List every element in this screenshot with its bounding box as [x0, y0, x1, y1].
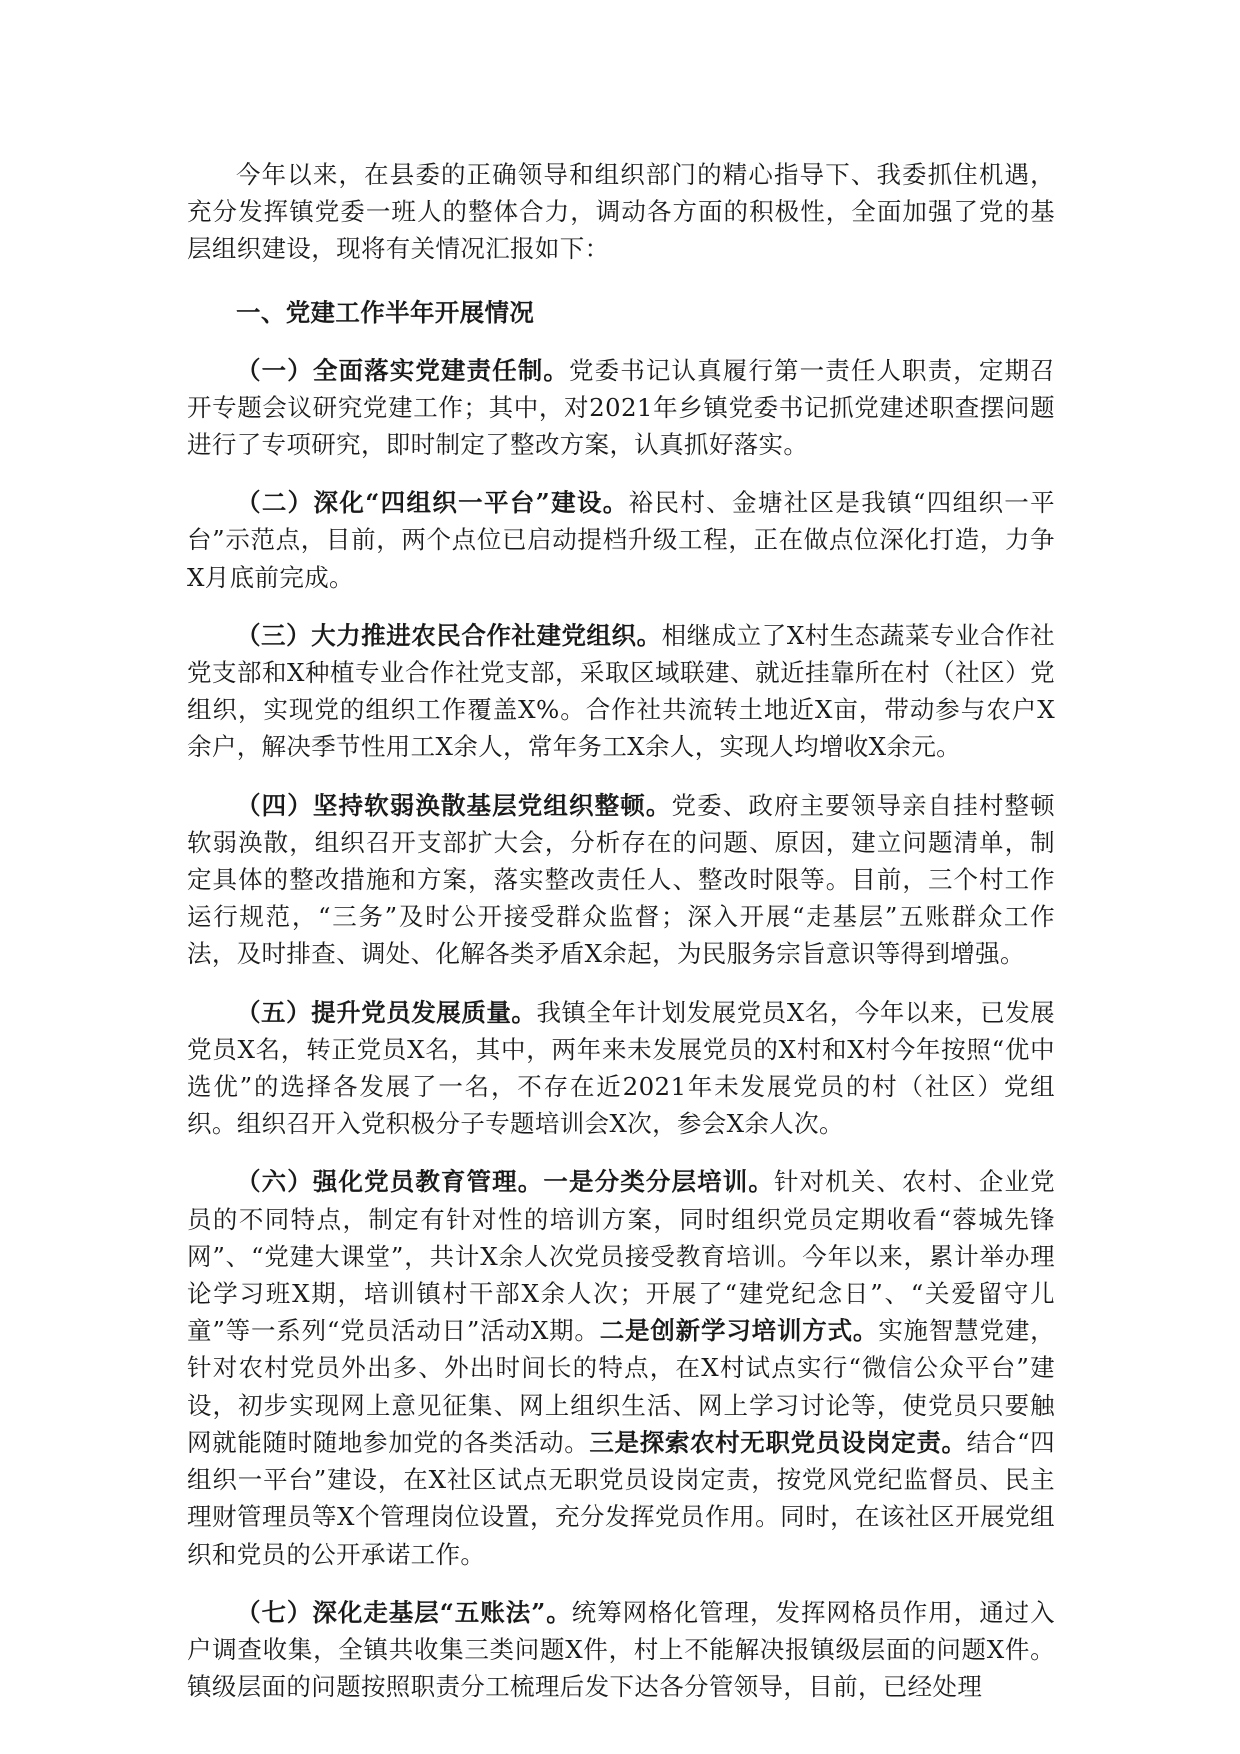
item-6-sub3-text: 结合“四组织一平台”建设，在X社区试点无职党员设岗定责，按党风党纪监督员、民主理财管理员等X个管理岗位设置，充分发挥党员作用。同时，在该社区开展党组织和党员的公开承诺工作。	[187, 1427, 1055, 1569]
item-6-paragraph	[187, 1163, 1055, 1572]
item-3-paragraph	[187, 617, 1055, 766]
item-3-title: （三）大力推进农民合作社建党组织。	[236, 620, 662, 650]
item-7-paragraph	[187, 1594, 1055, 1706]
item-5-text: 我镇全年计划发展党员X名，今年以来，已发展党员X名，转正党员X名，其中，两年来未发展党员的X村和X村今年按照“优中选优”的选择各发展了一名，不存在近2021年未发展党员的村（社区）党组织。组织召开入党积极分子专题培训会X次，参会X余人次。	[187, 997, 1055, 1139]
item-1-paragraph	[187, 352, 1055, 464]
section-heading: 一、党建工作半年开展情况	[236, 297, 535, 327]
item-4-title: （四）坚持软弱涣散基层党组织整顿。	[236, 790, 672, 820]
document-page	[187, 156, 1055, 1726]
item-7-title: （七）深化走基层“五账法”。	[236, 1597, 572, 1627]
intro-paragraph: 今年以来，在县委的正确领导和组织部门的精心指导下、我委抓住机遇，充分发挥镇党委一班人的整体合力，调动各方面的积极性，全面加强了党的基层组织建设，现将有关情况汇报如下：	[187, 160, 1055, 264]
item-2-text: 裕民村、金塘社区是我镇“四组织一平台”示范点，目前，两个点位已启动提档升级工程，正在做点位深化打造，力争X月底前完成。	[187, 488, 1055, 592]
item-6-sub1-title: 一是分类分层培训。	[543, 1167, 774, 1197]
item-1-title: （一）全面落实党建责任制。	[236, 355, 570, 385]
item-5-title: （五）提升党员发展质量。	[236, 997, 537, 1027]
item-7-text: 统筹网格化管理，发挥网格员作用，通过入户调查收集，全镇共收集三类问题X件，村上不能解决报镇级层面的问题X件。镇级层面的问题按照职责分工梳理后发下达各分管领导，目前，已经处理	[187, 1597, 1055, 1702]
item-5-paragraph	[187, 994, 1055, 1143]
item-6-sub3-title: 三是探索农村无职党员设岗定责。	[589, 1427, 967, 1457]
item-6-sub1-text: 针对机关、农村、企业党员的不同特点，制定有针对性的培训方案，同时组织党员定期收看“蓉城先锋网”、“党建大课堂”，共计X余人次党员接受教育培训。今年以来，累计举办理论学习班X期，培训镇村干部X余人次；开展了“建党纪念日”、“关爱留守儿童”等一系列“党员活动日”活动X期。	[187, 1167, 1055, 1346]
item-6-sub2-text: 实施智慧党建，针对农村党员外出多、外出时间长的特点，在X村试点实行“微信公众平台”建设，初步实现网上意见征集、网上组织生活、网上学习讨论等，使党员只要触网就能随时随地参加党的各类活动。	[187, 1316, 1055, 1457]
item-1-text: 党委书记认真履行第一责任人职责，定期召开专题会议研究党建工作；其中，对2021年乡镇党委书记抓党建述职查摆问题进行了专项研究，即时制定了整改方案，认真抓好落实。	[187, 355, 1055, 460]
item-6-sub2-title: 二是创新学习培训方式。	[599, 1316, 879, 1346]
item-4-text: 党委、政府主要领导亲自挂村整顿软弱涣散，组织召开支部扩大会，分析存在的问题、原因，建立问题清单，制定具体的整改措施和方案，落实整改责任人、整改时限等。目前，三个村工作运行规范，“三务”及时公开接受群众监督；深入开展“走基层”五账群众工作法，及时排查、调处、化解各类矛盾X余起，为民服务宗旨意识等得到增强。	[187, 790, 1055, 969]
item-2-title: （二）深化“四组织一平台”建设。	[236, 488, 629, 518]
item-2-paragraph	[187, 484, 1055, 596]
item-3-text: 相继成立了X村生态蔬菜专业合作社党支部和X种植专业合作社党支部，采取区域联建、就近挂靠所在村（社区）党组织，实现党的组织工作覆盖X%。合作社共流转土地近X亩，带动参与农户X余户，解决季节性用工X余人，常年务工X余人，实现人均增收X余元。	[187, 620, 1055, 762]
item-4-paragraph	[187, 787, 1055, 973]
item-6-title: （六）强化党员教育管理。	[236, 1167, 544, 1197]
